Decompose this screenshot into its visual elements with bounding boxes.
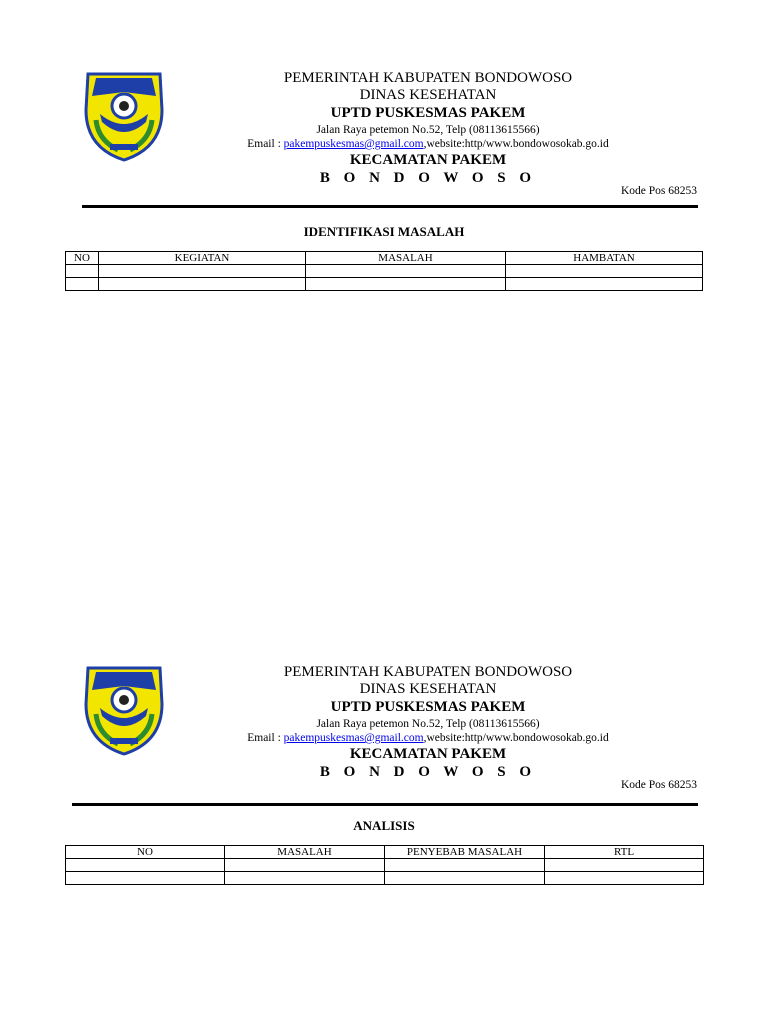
table-header-row [66,252,703,265]
postal-code: Kode Pos 68253 [620,779,697,791]
identifikasi-table [65,251,703,291]
table-row [66,278,703,291]
website-text: ,website:http/www.bondowosokab.go.id [423,732,609,744]
table-row [66,859,704,872]
column-header-masalah: MASALAH [306,252,506,265]
header-unit-line: UPTD PUSKESMAS PAKEM [330,699,526,715]
header-unit-line: UPTD PUSKESMAS PAKEM [330,105,526,121]
column-header-rtl: RTL [545,846,704,859]
email-link[interactable]: pakempuskesmas@gmail.com [283,138,424,150]
header-agency-line: DINAS KESEHATAN [359,87,497,103]
header-city-line: B O N D O W O S O [319,170,537,186]
header-city-line: B O N D O W O S O [319,764,537,780]
header-divider [82,205,698,208]
email-prefix: Email : [247,732,284,744]
table-header-row [66,846,704,859]
postal-code: Kode Pos 68253 [620,185,697,197]
column-header-no: NO [66,846,225,859]
section-title-identifikasi: IDENTIFIKASI MASALAH [303,224,465,239]
header-address-line: Jalan Raya petemon No.52, Telp (08113615566) [316,124,540,136]
header-district-line: KECAMATAN PAKEM [349,746,507,762]
analisis-table [65,845,704,885]
column-header-hambatan: HAMBATAN [506,252,703,265]
table-row [66,872,704,885]
header-address-line: Jalan Raya petemon No.52, Telp (08113615566) [316,718,540,730]
website-text: ,website:http/www.bondowosokab.go.id [423,138,609,150]
header-government-line: PEMERINTAH KABUPATEN BONDOWOSO [283,70,573,86]
section-title-analisis: ANALISIS [353,818,415,833]
header-contact-line [170,137,686,151]
header-divider [72,803,698,806]
header-contact-line [170,731,686,745]
column-header-penyebab-masalah: PENYEBAB MASALAH [385,846,545,859]
column-header-no: NO [66,252,99,265]
header-government-line: PEMERINTAH KABUPATEN BONDOWOSO [283,664,573,680]
column-header-masalah: MASALAH [225,846,385,859]
table-row [66,265,703,278]
column-header-kegiatan: KEGIATAN [99,252,306,265]
regional-crest-logo-icon [82,664,166,756]
header-district-line: KECAMATAN PAKEM [349,152,507,168]
email-prefix: Email : [247,138,284,150]
regional-crest-logo-icon [82,70,166,162]
email-link[interactable]: pakempuskesmas@gmail.com [283,732,424,744]
header-agency-line: DINAS KESEHATAN [359,681,497,697]
